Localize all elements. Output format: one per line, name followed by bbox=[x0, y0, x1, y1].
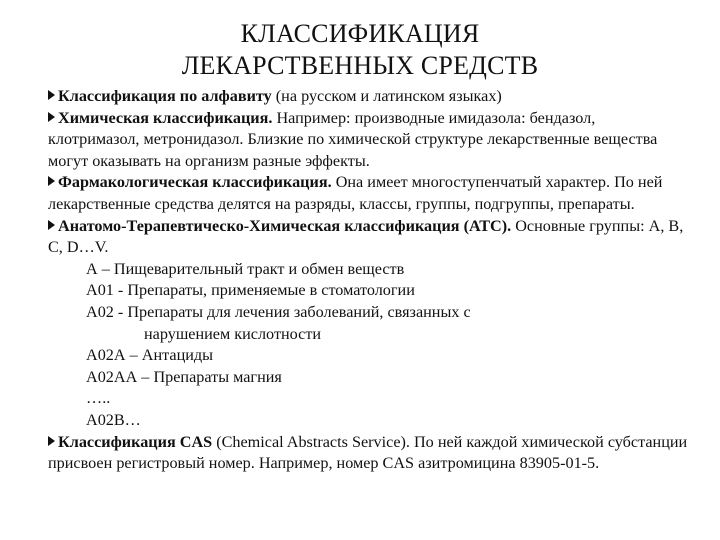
item-pharmacological bbox=[48, 172, 688, 215]
item-pharmacological-bold: Фармакологическая классификация. bbox=[58, 173, 332, 192]
bullet-arrow-icon bbox=[48, 112, 55, 122]
title-line-1: КЛАССИФИКАЦИЯ bbox=[240, 19, 480, 48]
title-line-2: ЛЕКАРСТВЕННЫХ СРЕДСТВ bbox=[181, 51, 539, 80]
atc-line: А01 - Препараты, применяемые в стоматологии bbox=[86, 281, 415, 300]
item-atc-text: Основные группы: A, B, C, D…V. bbox=[48, 216, 684, 257]
item-alphabet bbox=[48, 86, 688, 108]
bullet-arrow-icon bbox=[48, 176, 55, 186]
item-pharmacological-text: Она имеет многоступенчатый характер. По ней лекарственные средства делятся на разряды, классы, группы, подгруппы, препараты. bbox=[48, 173, 663, 213]
item-alphabet-text: (на русском и латинском языках) bbox=[271, 87, 502, 105]
item-chemical-bold: Химическая классификация. bbox=[58, 108, 273, 127]
atc-line: А02АА – Препараты магния bbox=[86, 367, 282, 386]
atc-line: А02А – Антациды bbox=[86, 346, 214, 365]
item-chemical bbox=[48, 108, 688, 173]
atc-line-continuation: нарушением кислотности bbox=[144, 324, 322, 343]
bullet-arrow-icon bbox=[48, 90, 55, 100]
bullet-arrow-icon bbox=[48, 436, 55, 446]
atc-line: А02В… bbox=[86, 410, 141, 429]
atc-line: А02 - Препараты для лечения заболеваний, связанных с bbox=[86, 302, 471, 321]
bullet-arrow-icon bbox=[48, 220, 55, 230]
atc-line: ….. bbox=[86, 389, 111, 408]
item-alphabet-bold: Классификация по алфавиту bbox=[58, 87, 272, 105]
item-cas-text: (Chemical Abstracts Service). По ней каждой химической субстанции присвоен регистровый номер. Например, номер CAS азитромицина 83905-01-5. bbox=[48, 432, 688, 473]
item-atc-bold: Анатомо-Терапевтическо-Химическая классификация (АТС). bbox=[58, 216, 512, 235]
item-cas-bold: Классификация CAS bbox=[58, 432, 213, 451]
item-cas bbox=[48, 432, 688, 475]
item-atc bbox=[48, 216, 688, 259]
slide-title bbox=[0, 18, 720, 82]
atc-line: А – Пищеварительный тракт и обмен веществ bbox=[86, 259, 405, 278]
slide-body bbox=[48, 86, 688, 475]
item-chemical-text: Например: производные имидазола: бендазол, клотримазол, метронидазол. Близкие по химической структуре лекарственные вещества могут оказывать на организм разные эффекты. bbox=[48, 108, 658, 170]
